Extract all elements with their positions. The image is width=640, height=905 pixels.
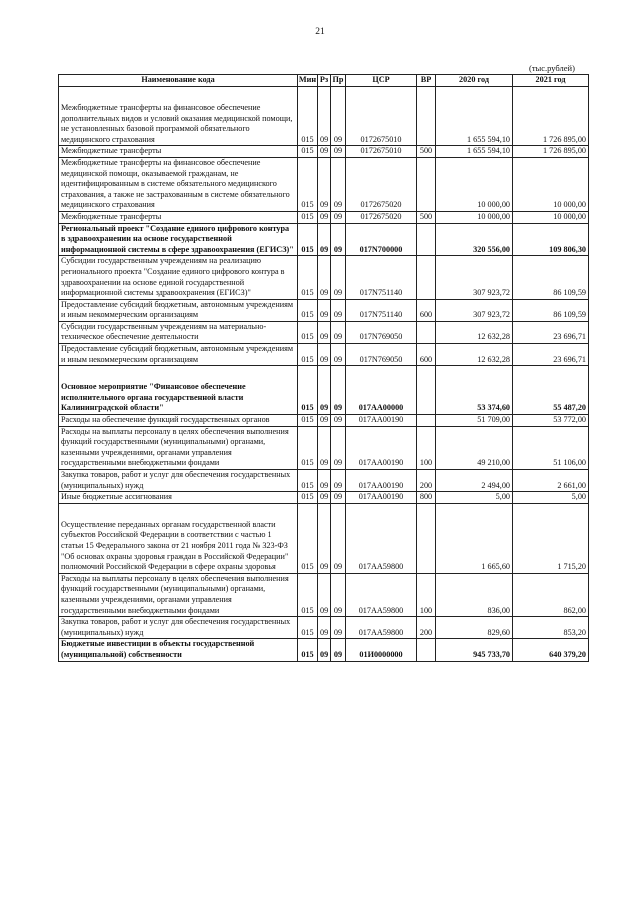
cell-vr: 600 [417,344,436,366]
cell-min: 015 [298,470,318,492]
cell-rz: 09 [318,366,331,415]
cell-min: 015 [298,211,318,223]
cell-name: Предоставление субсидий бюджетным, автономным учреждениям и иным некоммерческим организациям [59,344,298,366]
cell-pr: 09 [331,426,346,469]
budget-table [58,74,589,662]
cell-2020: 12 632,28 [436,344,513,366]
cell-csr: 017АА59800 [346,503,417,573]
cell-rz: 09 [318,87,331,146]
cell-min: 015 [298,492,318,504]
cell-vr [417,256,436,299]
cell-2020: 829,60 [436,617,513,639]
cell-2020: 2 494,00 [436,470,513,492]
cell-name: Межбюджетные трансферты на финансовое обеспечение дополнительных видов и условий оказания медицинской помощи, не установленных базовой программой обязательного медицинского страхования [59,87,298,146]
col-header-min: Мин [298,75,318,87]
cell-rz: 09 [318,211,331,223]
cell-2020: 10 000,00 [436,157,513,211]
cell-pr: 09 [331,366,346,415]
cell-rz: 09 [318,639,331,661]
cell-rz: 09 [318,146,331,158]
cell-csr: 017N751140 [346,256,417,299]
cell-rz: 09 [318,256,331,299]
cell-csr: 017АА00190 [346,415,417,427]
cell-min: 015 [298,573,318,616]
cell-2021: 10 000,00 [513,157,589,211]
cell-2021: 23 696,71 [513,344,589,366]
cell-csr: 017АА59800 [346,617,417,639]
table-row [59,299,589,321]
cell-rz: 09 [318,299,331,321]
cell-2020: 1 665,60 [436,503,513,573]
table-row [59,256,589,299]
cell-csr: 017N751140 [346,299,417,321]
cell-vr: 200 [417,470,436,492]
cell-pr: 09 [331,573,346,616]
cell-min: 015 [298,366,318,415]
cell-name: Осуществление переданных органам государственной власти субъектов Российской Федерации в соответствии с частью 1 статьи 15 Федерального закона от 21 ноября 2011 года № 323-ФЗ "Об основах охраны здоровья граждан в Российской Федерации" полномочий Российской Федерации в сфере охраны здоровья [59,503,298,573]
cell-min: 015 [298,503,318,573]
cell-pr: 09 [331,503,346,573]
cell-2021: 86 109,59 [513,299,589,321]
table-header-row [59,75,589,87]
cell-2021: 86 109,59 [513,256,589,299]
col-header-name: Наименование кода [59,75,298,87]
cell-pr: 09 [331,321,346,343]
col-header-vr: ВР [417,75,436,87]
cell-min: 015 [298,299,318,321]
table-row [59,426,589,469]
cell-min: 015 [298,415,318,427]
table-row [59,87,589,146]
cell-rz: 09 [318,157,331,211]
cell-vr [417,157,436,211]
cell-name: Бюджетные инвестиции в объекты государственной (муниципальной) собственности [59,639,298,661]
cell-vr [417,503,436,573]
cell-2020: 51 709,00 [436,415,513,427]
cell-2020: 307 923,72 [436,256,513,299]
cell-vr: 100 [417,426,436,469]
cell-2020: 1 655 594,10 [436,87,513,146]
cell-2021: 10 000,00 [513,211,589,223]
cell-vr: 500 [417,211,436,223]
cell-pr: 09 [331,299,346,321]
cell-2021: 640 379,20 [513,639,589,661]
col-header-csr: ЦСР [346,75,417,87]
cell-rz: 09 [318,415,331,427]
col-header-2020: 2020 год [436,75,513,87]
cell-2021: 1 715,20 [513,503,589,573]
table-row [59,321,589,343]
cell-vr [417,366,436,415]
cell-2021: 53 772,00 [513,415,589,427]
cell-pr: 09 [331,223,346,256]
cell-pr: 09 [331,415,346,427]
cell-pr: 09 [331,470,346,492]
cell-2020: 53 374,60 [436,366,513,415]
cell-name: Межбюджетные трансферты [59,146,298,158]
table-row [59,503,589,573]
cell-name: Расходы на обеспечение функций государственных органов [59,415,298,427]
cell-vr: 100 [417,573,436,616]
table-body [59,87,589,662]
cell-2020: 945 733,70 [436,639,513,661]
cell-min: 015 [298,146,318,158]
cell-pr: 09 [331,211,346,223]
cell-csr: 017N769050 [346,321,417,343]
units-label: (тыс.рублей) [529,63,575,73]
cell-rz: 09 [318,617,331,639]
cell-csr: 017N700000 [346,223,417,256]
cell-rz: 09 [318,426,331,469]
cell-rz: 09 [318,344,331,366]
cell-name: Субсидии государственным учреждениям на реализацию регионального проекта "Создание единого цифрового контура в здравоохранении на основе единой государственной информационной системы здравоохранения (ЕГИСЗ)" [59,256,298,299]
cell-2020: 1 655 594,10 [436,146,513,158]
table-row [59,344,589,366]
cell-csr: 0172675020 [346,157,417,211]
cell-pr: 09 [331,492,346,504]
cell-vr: 500 [417,146,436,158]
table-row [59,211,589,223]
cell-name: Межбюджетные трансферты на финансовое обеспечение медицинской помощи, оказываемой гражданам, не идентифицированным в системе обязательного медицинского страхования, а также не застрахованным в системе обязательного медицинского страхования [59,157,298,211]
cell-pr: 09 [331,146,346,158]
cell-csr: 017АА00190 [346,492,417,504]
cell-2021: 862,00 [513,573,589,616]
cell-vr [417,223,436,256]
cell-min: 015 [298,617,318,639]
cell-pr: 09 [331,344,346,366]
cell-name: Региональный проект "Создание единого цифрового контура в здравоохранении на основе государственной информационной системы в сфере здравоохранения (ЕГИСЗ)" [59,223,298,256]
cell-min: 015 [298,223,318,256]
cell-min: 015 [298,157,318,211]
cell-2021: 55 487,20 [513,366,589,415]
cell-2021: 109 806,30 [513,223,589,256]
cell-name: Межбюджетные трансферты [59,211,298,223]
table-row [59,366,589,415]
cell-pr: 09 [331,639,346,661]
cell-csr: 017АА00000 [346,366,417,415]
table-row [59,470,589,492]
cell-name: Расходы на выплаты персоналу в целях обеспечения выполнения функций государственными (муниципальными) органами, казенными учреждениями, органами управления государственными внебюджетными фондами [59,573,298,616]
cell-pr: 09 [331,256,346,299]
page-number: 21 [315,27,325,37]
table-row [59,157,589,211]
cell-2021: 2 661,00 [513,470,589,492]
cell-vr: 800 [417,492,436,504]
cell-2021: 23 696,71 [513,321,589,343]
cell-name: Расходы на выплаты персоналу в целях обеспечения выполнения функций государственными (муниципальными) органами, казенными учреждениями, органами управления государственными внебюджетными фондами [59,426,298,469]
cell-csr: 017АА00190 [346,426,417,469]
cell-csr: 0172675020 [346,211,417,223]
cell-rz: 09 [318,470,331,492]
col-header-pr: Пр [331,75,346,87]
cell-2021: 1 726 895,00 [513,87,589,146]
cell-csr: 0172675010 [346,87,417,146]
cell-name: Закупка товаров, работ и услуг для обеспечения государственных (муниципальных) нужд [59,617,298,639]
cell-vr [417,415,436,427]
col-header-rz: Рз [318,75,331,87]
cell-rz: 09 [318,492,331,504]
cell-vr: 200 [417,617,436,639]
cell-csr: 017АА00190 [346,470,417,492]
cell-pr: 09 [331,157,346,211]
table-row [59,617,589,639]
col-header-2021: 2021 год [513,75,589,87]
table-row [59,223,589,256]
table-row [59,573,589,616]
cell-2021: 5,00 [513,492,589,504]
cell-2020: 12 632,28 [436,321,513,343]
cell-min: 015 [298,344,318,366]
cell-min: 015 [298,321,318,343]
cell-2021: 1 726 895,00 [513,146,589,158]
cell-vr [417,87,436,146]
cell-name: Основное мероприятие "Финансовое обеспечение исполнительного органа государственной власти Калининградской области" [59,366,298,415]
cell-2020: 307 923,72 [436,299,513,321]
cell-vr [417,321,436,343]
cell-min: 015 [298,87,318,146]
cell-csr: 01И0000000 [346,639,417,661]
cell-name: Субсидии государственным учреждениям на материально-техническое обеспечение деятельности [59,321,298,343]
table-row [59,639,589,661]
table-row [59,492,589,504]
cell-2021: 51 106,00 [513,426,589,469]
cell-2021: 853,20 [513,617,589,639]
cell-2020: 49 210,00 [436,426,513,469]
cell-pr: 09 [331,617,346,639]
cell-rz: 09 [318,223,331,256]
cell-rz: 09 [318,573,331,616]
table-row [59,415,589,427]
cell-2020: 5,00 [436,492,513,504]
table-row [59,146,589,158]
cell-name: Закупка товаров, работ и услуг для обеспечения государственных (муниципальных) нужд [59,470,298,492]
cell-vr [417,639,436,661]
cell-min: 015 [298,256,318,299]
cell-csr: 017АА59800 [346,573,417,616]
cell-csr: 017N769050 [346,344,417,366]
cell-min: 015 [298,639,318,661]
cell-2020: 10 000,00 [436,211,513,223]
cell-csr: 0172675010 [346,146,417,158]
cell-name: Предоставление субсидий бюджетным, автономным учреждениям и иным некоммерческим организациям [59,299,298,321]
cell-min: 015 [298,426,318,469]
cell-rz: 09 [318,503,331,573]
cell-vr: 600 [417,299,436,321]
cell-name: Иные бюджетные ассигнования [59,492,298,504]
cell-pr: 09 [331,87,346,146]
cell-2020: 836,00 [436,573,513,616]
cell-rz: 09 [318,321,331,343]
cell-2020: 320 556,00 [436,223,513,256]
